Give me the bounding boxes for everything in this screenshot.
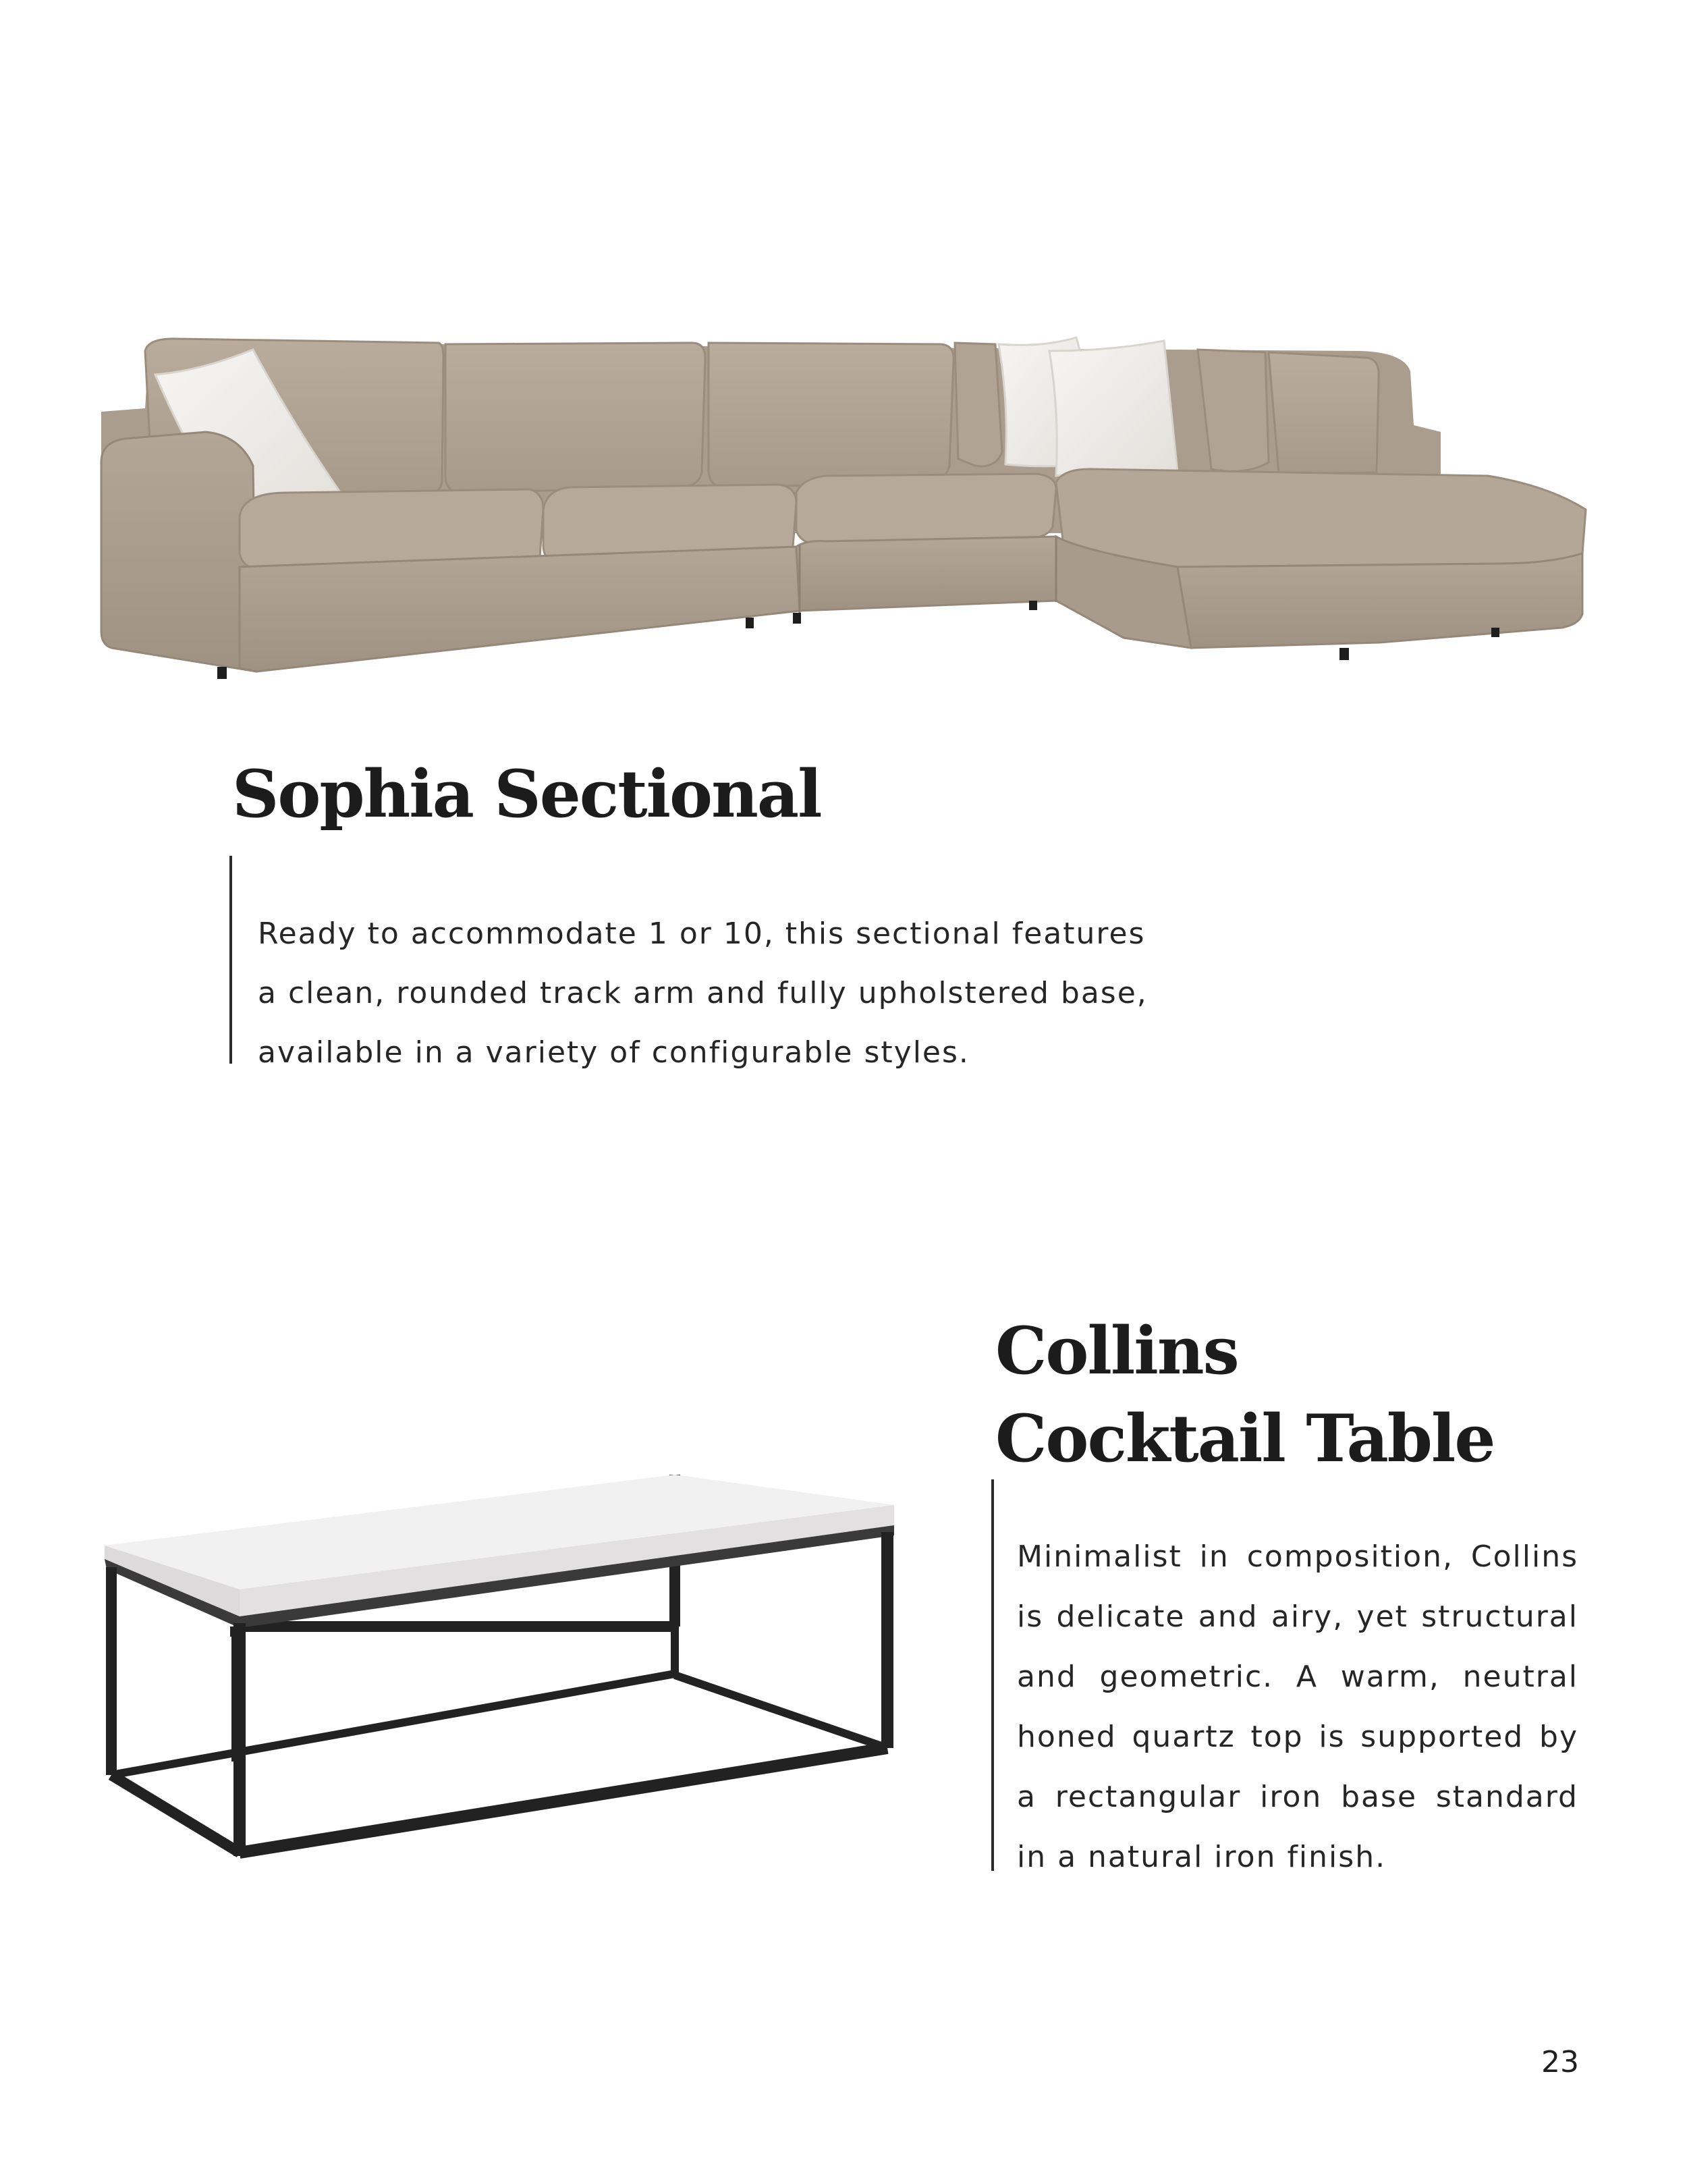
table-description-line: and geometric. A warm, neutral [1017,1660,1578,1694]
table-title-line-2: Cocktail Table [995,1400,1495,1477]
sofa-image [98,331,1589,709]
table-description-line: is delicate and airy, yet structural [1017,1600,1578,1634]
sofa-description-line: Ready to accommodate 1 or 10, this sectional features [258,917,1146,951]
table-description-line: Minimalist in composition, Collins [1017,1539,1578,1574]
table-description-line: honed quartz top is supported by [1017,1720,1578,1754]
sofa-description-line: a clean, rounded track arm and fully upholstered base, [258,976,1148,1010]
table-description-line: in a natural iron finish. [1017,1840,1387,1874]
table-title-line-1: Collins [995,1313,1238,1389]
sofa-title: Sophia Sectional [232,756,821,832]
sofa-description [258,904,1148,1083]
page-number: 23 [1541,2045,1579,2079]
table-image [101,1451,911,1869]
table-description [1017,1527,1578,1887]
sofa-description-rule [229,856,232,1064]
table-description-rule [991,1479,994,1871]
sofa-description-line: available in a variety of configurable styles. [258,1035,970,1070]
table-description-line: a rectangular iron base standard [1017,1780,1578,1814]
